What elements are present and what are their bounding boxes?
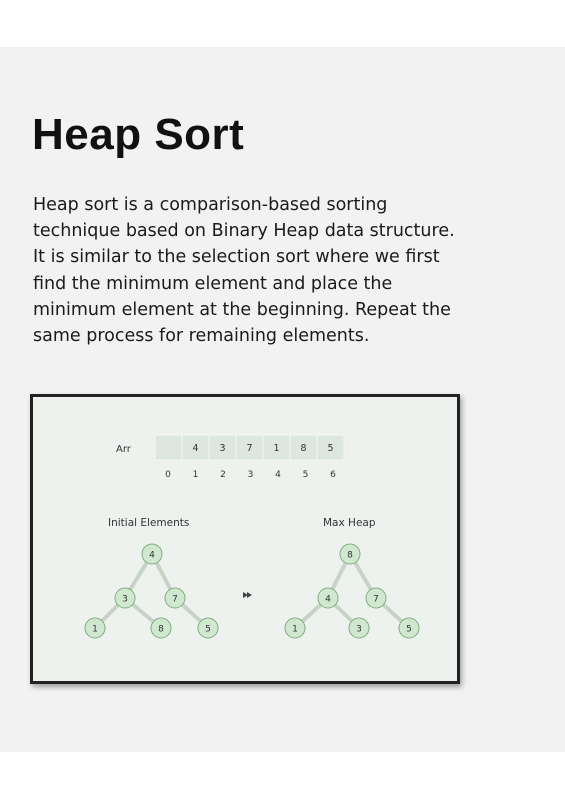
tree-node-value: 7 xyxy=(172,594,178,605)
tree-node xyxy=(142,544,162,564)
array-cell xyxy=(263,435,290,460)
tree-node-value: 3 xyxy=(122,594,128,605)
max-heap-title: Max Heap xyxy=(323,517,376,529)
tree-node xyxy=(115,588,135,608)
array-cell xyxy=(155,435,182,460)
tree-node xyxy=(85,618,105,638)
page-title: Heap Sort xyxy=(32,110,245,159)
max-heap-tree xyxy=(285,544,419,638)
tree-node xyxy=(151,618,171,638)
array-label: Arr xyxy=(116,444,131,455)
tree-node-value: 8 xyxy=(158,624,164,635)
tree-node xyxy=(399,618,419,638)
array-cell-value: 5 xyxy=(327,443,334,454)
tree-node xyxy=(349,618,369,638)
array-indices xyxy=(165,470,336,480)
array-index: 5 xyxy=(302,470,309,480)
tree-node xyxy=(340,544,360,564)
tree-node-value: 5 xyxy=(406,624,412,635)
tree-node-value: 4 xyxy=(325,594,331,605)
array-index: 6 xyxy=(330,470,336,480)
array-index: 2 xyxy=(220,470,226,480)
tree-node-value: 8 xyxy=(347,550,353,561)
array-index: 3 xyxy=(247,470,254,480)
initial-tree xyxy=(85,544,218,638)
fast-forward-icon xyxy=(243,592,252,598)
array-index: 4 xyxy=(275,470,281,480)
array-cell xyxy=(317,435,344,460)
tree-node-value: 4 xyxy=(149,550,155,561)
array-cell xyxy=(290,435,317,460)
array-cell xyxy=(209,435,236,460)
tree-node-value: 1 xyxy=(92,624,98,635)
heap-sort-figure xyxy=(30,394,460,684)
tree-node xyxy=(318,588,338,608)
tree-node xyxy=(198,618,218,638)
array-cell-value: 3 xyxy=(219,443,226,454)
array-cell-value: 7 xyxy=(246,443,253,454)
tree-node xyxy=(285,618,305,638)
tree-node xyxy=(366,588,386,608)
array-cell-value: 4 xyxy=(192,443,199,454)
array-cell-value: 1 xyxy=(273,443,280,454)
array-cell xyxy=(236,435,263,460)
tree-node-value: 3 xyxy=(356,624,362,635)
array-cell-value: 8 xyxy=(300,443,307,454)
tree-node-value: 5 xyxy=(205,624,211,635)
array-index: 0 xyxy=(165,470,171,480)
array-cell xyxy=(182,435,209,460)
description-text: Heap sort is a comparison-based sorting technique based on Binary Heap data structure. It is similar to the selection sort where we first find the minimum element and place the minimum element at the beginning. Repeat the same process for remaining elements. xyxy=(33,195,455,347)
tree-node-value: 1 xyxy=(292,624,298,635)
tree-node-value: 7 xyxy=(373,594,379,605)
tree-node xyxy=(165,588,185,608)
array-cells xyxy=(155,435,344,460)
initial-elements-title: Initial Elements xyxy=(108,517,190,529)
heap-diagram-svg xyxy=(33,397,457,681)
array-index: 1 xyxy=(192,470,199,480)
